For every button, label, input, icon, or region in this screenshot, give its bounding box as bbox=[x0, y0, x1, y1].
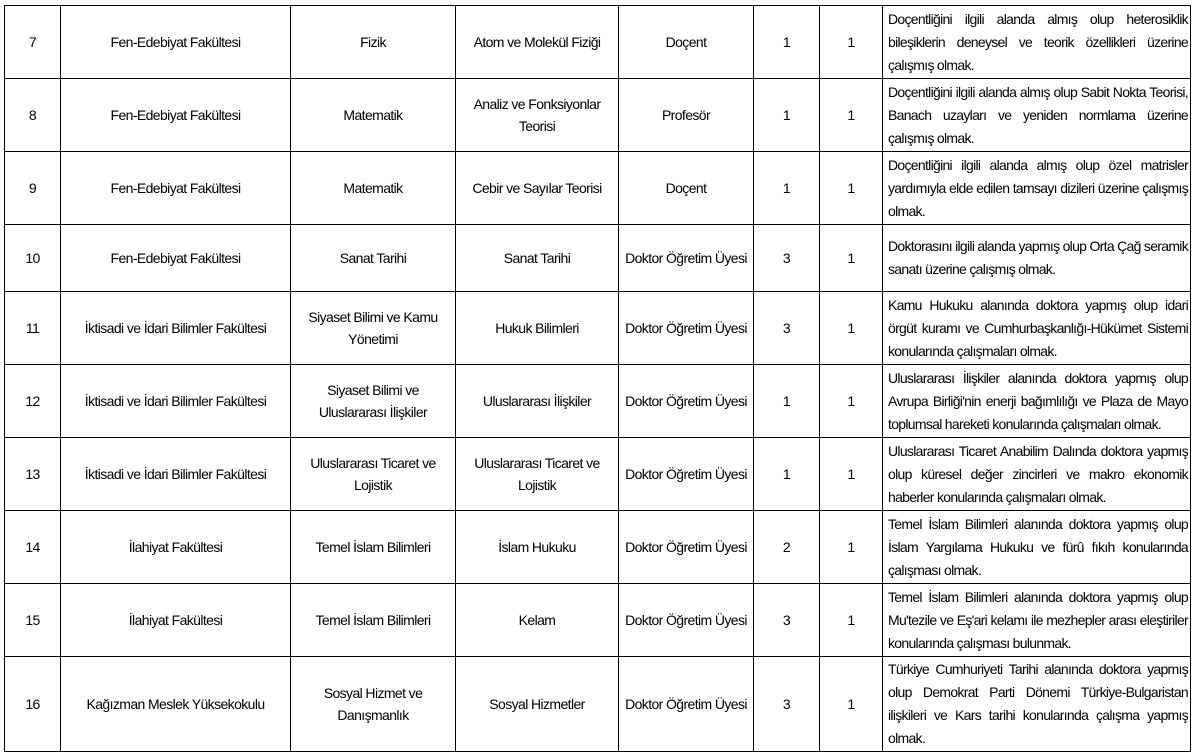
department-cell: Sosyal Hizmet ve Danışmanlık bbox=[291, 657, 456, 752]
faculty-cell: İktisadi ve İdari Bilimler Fakültesi bbox=[61, 438, 291, 511]
field-cell: 1 bbox=[820, 225, 883, 292]
description-cell: Temel İslam Bilimleri alanında doktora yapmış olup Mu'tezile ve Eş'ari kelamı ile mezhepler arası eleştiriler konularında çalışması bulunmak. bbox=[883, 584, 1191, 657]
faculty-cell: Fen-Edebiyat Fakültesi bbox=[61, 6, 291, 79]
field-cell: 1 bbox=[820, 438, 883, 511]
row-number: 11 bbox=[5, 292, 61, 365]
count-cell: 1 bbox=[754, 6, 820, 79]
title-cell: Doktor Öğretim Üyesi bbox=[619, 657, 754, 752]
count-cell: 1 bbox=[754, 365, 820, 438]
row-number: 9 bbox=[5, 152, 61, 225]
count-cell: 1 bbox=[754, 438, 820, 511]
program-cell: Analiz ve Fonksiyonlar Teorisi bbox=[456, 79, 619, 152]
description-cell: Temel İslam Bilimleri alanında doktora yapmış olup İslam Yargılama Hukuku ve fürû fıkıh konularında çalışması olmak. bbox=[883, 511, 1191, 584]
description-cell: Uluslararası İlişkiler alanında doktora yapmış olup Avrupa Birliği'nin enerji bağımlılığı ve Plaza de Mayo toplumsal hareketi konularında çalışmaları olmak. bbox=[883, 365, 1191, 438]
table-row bbox=[5, 292, 1191, 365]
faculty-cell: Kağızman Meslek Yüksekokulu bbox=[61, 657, 291, 752]
department-cell: Temel İslam Bilimleri bbox=[291, 584, 456, 657]
staff-positions-table bbox=[4, 5, 1191, 752]
program-cell: Cebir ve Sayılar Teorisi bbox=[456, 152, 619, 225]
program-cell: Sanat Tarihi bbox=[456, 225, 619, 292]
title-cell: Doktor Öğretim Üyesi bbox=[619, 292, 754, 365]
title-cell: Doktor Öğretim Üyesi bbox=[619, 365, 754, 438]
table-row bbox=[5, 511, 1191, 584]
count-cell: 3 bbox=[754, 584, 820, 657]
program-cell: Hukuk Bilimleri bbox=[456, 292, 619, 365]
count-cell: 3 bbox=[754, 225, 820, 292]
description-cell: Doçentliğini ilgili alanda almış olup özel matrisler yardımıyla elde edilen tamsayı dizileri üzerine çalışmış olmak. bbox=[883, 152, 1191, 225]
field-cell: 1 bbox=[820, 6, 883, 79]
faculty-cell: Fen-Edebiyat Fakültesi bbox=[61, 152, 291, 225]
row-number: 16 bbox=[5, 657, 61, 752]
count-cell: 1 bbox=[754, 79, 820, 152]
faculty-cell: İktisadi ve İdari Bilimler Fakültesi bbox=[61, 292, 291, 365]
row-number: 10 bbox=[5, 225, 61, 292]
table-row bbox=[5, 365, 1191, 438]
program-cell: İslam Hukuku bbox=[456, 511, 619, 584]
title-cell: Doktor Öğretim Üyesi bbox=[619, 438, 754, 511]
title-cell: Doktor Öğretim Üyesi bbox=[619, 584, 754, 657]
row-number: 13 bbox=[5, 438, 61, 511]
table-row bbox=[5, 657, 1191, 752]
department-cell: Siyaset Bilimi ve Kamu Yönetimi bbox=[291, 292, 456, 365]
field-cell: 1 bbox=[820, 365, 883, 438]
field-cell: 1 bbox=[820, 152, 883, 225]
title-cell: Doçent bbox=[619, 152, 754, 225]
field-cell: 1 bbox=[820, 584, 883, 657]
field-cell: 1 bbox=[820, 657, 883, 752]
program-cell: Kelam bbox=[456, 584, 619, 657]
program-cell: Atom ve Molekül Fiziği bbox=[456, 6, 619, 79]
program-cell: Sosyal Hizmetler bbox=[456, 657, 619, 752]
description-cell: Doçentliğini ilgili alanda almış olup Sabit Nokta Teorisi, Banach uzayları ve yeniden normlama üzerine çalışmış olmak. bbox=[883, 79, 1191, 152]
faculty-cell: İktisadi ve İdari Bilimler Fakültesi bbox=[61, 365, 291, 438]
table-row bbox=[5, 6, 1191, 79]
description-cell: Türkiye Cumhuriyeti Tarihi alanında doktora yapmış olup Demokrat Parti Dönemi Türkiye-Bulgaristan ilişkileri ve Kars tarihi konularında çalışma yapmış olmak. bbox=[883, 657, 1191, 752]
department-cell: Sanat Tarihi bbox=[291, 225, 456, 292]
title-cell: Doktor Öğretim Üyesi bbox=[619, 225, 754, 292]
count-cell: 3 bbox=[754, 657, 820, 752]
table-row bbox=[5, 79, 1191, 152]
department-cell: Matematik bbox=[291, 152, 456, 225]
row-number: 7 bbox=[5, 6, 61, 79]
count-cell: 2 bbox=[754, 511, 820, 584]
faculty-cell: İlahiyat Fakültesi bbox=[61, 511, 291, 584]
title-cell: Doçent bbox=[619, 6, 754, 79]
program-cell: Uluslararası Ticaret ve Lojistik bbox=[456, 438, 619, 511]
description-cell: Kamu Hukuku alanında doktora yapmış olup idari örgüt kuramı ve Cumhurbaşkanlığı-Hükümet Sistemi konularında çalışmaları olmak. bbox=[883, 292, 1191, 365]
description-cell: Doçentliğini ilgili alanda almış olup heterosiklik bileşiklerin deneysel ve teorik özellikleri üzerine çalışmış olmak. bbox=[883, 6, 1191, 79]
department-cell: Temel İslam Bilimleri bbox=[291, 511, 456, 584]
row-number: 8 bbox=[5, 79, 61, 152]
row-number: 12 bbox=[5, 365, 61, 438]
row-number: 14 bbox=[5, 511, 61, 584]
table-row bbox=[5, 438, 1191, 511]
table-row bbox=[5, 225, 1191, 292]
count-cell: 1 bbox=[754, 152, 820, 225]
department-cell: Uluslararası Ticaret ve Lojistik bbox=[291, 438, 456, 511]
description-cell: Doktorasını ilgili alanda yapmış olup Orta Çağ seramik sanatı üzerine çalışmış olmak. bbox=[883, 225, 1191, 292]
description-cell: Uluslararası Ticaret Anabilim Dalında doktora yapmış olup küresel değer zincirleri ve makro ekonomik haberler konularında çalışmaları olmak. bbox=[883, 438, 1191, 511]
department-cell: Matematik bbox=[291, 79, 456, 152]
table-row bbox=[5, 584, 1191, 657]
title-cell: Profesör bbox=[619, 79, 754, 152]
field-cell: 1 bbox=[820, 79, 883, 152]
department-cell: Fizik bbox=[291, 6, 456, 79]
faculty-cell: Fen-Edebiyat Fakültesi bbox=[61, 225, 291, 292]
faculty-cell: İlahiyat Fakültesi bbox=[61, 584, 291, 657]
field-cell: 1 bbox=[820, 292, 883, 365]
title-cell: Doktor Öğretim Üyesi bbox=[619, 511, 754, 584]
program-cell: Uluslararası İlişkiler bbox=[456, 365, 619, 438]
table-row bbox=[5, 152, 1191, 225]
department-cell: Siyaset Bilimi ve Uluslararası İlişkiler bbox=[291, 365, 456, 438]
field-cell: 1 bbox=[820, 511, 883, 584]
count-cell: 3 bbox=[754, 292, 820, 365]
row-number: 15 bbox=[5, 584, 61, 657]
faculty-cell: Fen-Edebiyat Fakültesi bbox=[61, 79, 291, 152]
